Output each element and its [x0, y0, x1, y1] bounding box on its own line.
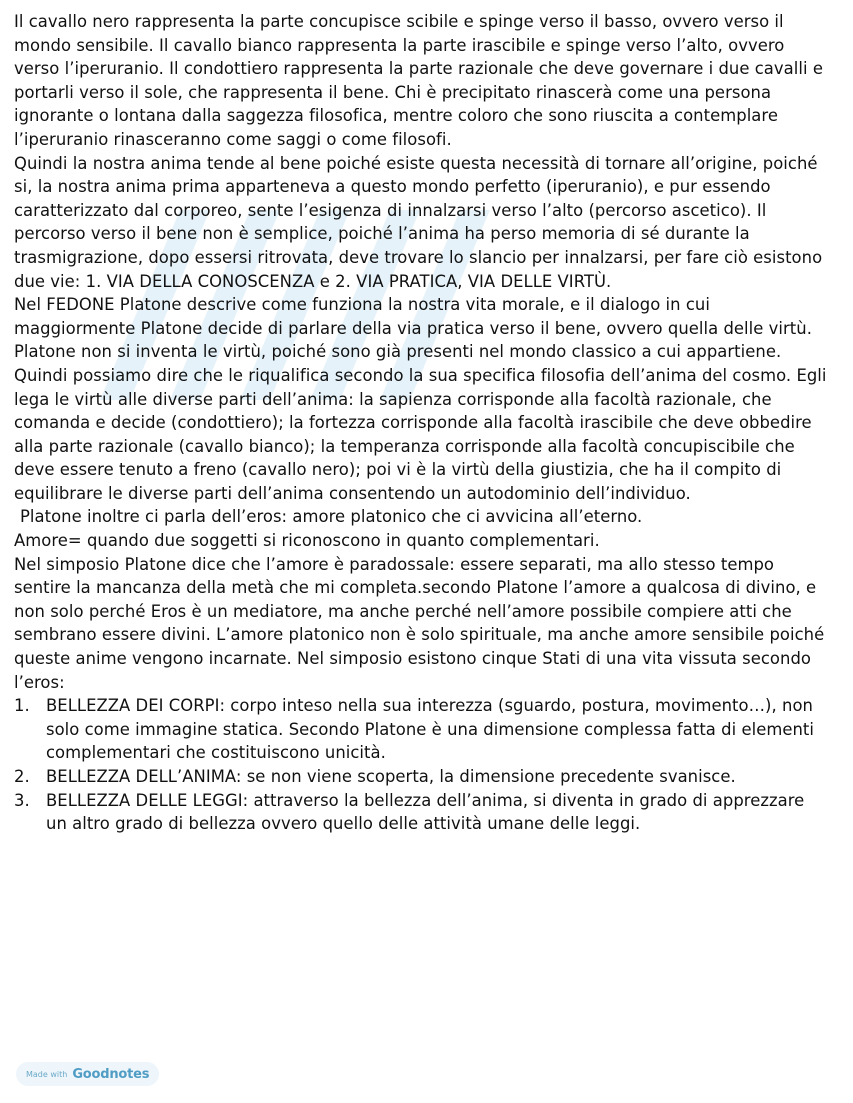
- paragraph-fedone: Nel FEDONE Platone descrive come funziona la nostra vita morale, e il dialogo in cui maggiormente Platone decide di parlare della via pratica verso il bene, ovvero quella delle virtù. Platone non si inventa le virtù, poiché sono già presenti nel mondo classico a cui appartiene. Quindi possiamo dire che le riqualifica secondo la sua specifica filosofia dell’anima del cosmo. Egli lega le virtù alle diverse parti dell’anima: la sapienza corrisponde alla facoltà razionale, che comanda e decide (condottiero); la fortezza corrisponde alla facoltà irascibile che deve obbedire alla parte razionale (cavallo bianco); la temperanza corrisponde alla facoltà concupiscibile che deve essere tenuto a freno (cavallo nero); poi vi è la virtù della giustizia, che ha il compito di equilibrare le diverse parti dell’anima consentendo un autodominio dell’individuo.: [14, 295, 827, 503]
- made-with-label: Made with: [26, 1069, 68, 1079]
- list-item: [14, 694, 829, 765]
- list-item-text: BELLEZZA DEI CORPI: corpo inteso nella sua interezza (sguardo, postura, movimento…), non solo come immagine statica. Secondo Platone è una dimensione complessa fatta di elementi complementari che costituiscono unicità.: [46, 696, 815, 763]
- goodnotes-logo-text: Goodnotes: [72, 1066, 150, 1082]
- bellezza-list: [14, 694, 829, 836]
- paragraph-simposio: Nel simposio Platone dice che l’amore è paradossale: essere separati, ma allo stesso tempo sentire la mancanza della metà che mi completa.secondo Platone l’amore a qualcosa di divino, e non solo perché Eros è un mediatore, ma anche perché nell’amore possibile compiere atti che sembrano essere divini. L’amore platonico non è solo spirituale, ma anche amore sensibile poiché queste anime vengono incarnate. Nel simposio esistono cinque Stati di una vita vissuta secondo l’eros:: [14, 554, 825, 692]
- list-item-number: 1.: [14, 696, 30, 716]
- paragraph-eros: Platone inoltre ci parla dell’eros: amore platonico che ci avvicina all’eterno.: [20, 507, 643, 527]
- list-item-text: BELLEZZA DELL’ANIMA: se non viene scoperta, la dimensione precedente svanisce.: [46, 767, 736, 786]
- list-item-number: 2.: [14, 767, 30, 786]
- list-item: [14, 789, 829, 836]
- list-item: [14, 765, 829, 789]
- document-body: [14, 10, 829, 836]
- paragraph-amore: Amore= quando due soggetti si riconoscono in quanto complementari.: [14, 531, 600, 551]
- goodnotes-badge: [16, 1062, 159, 1086]
- list-item-text: BELLEZZA DELLE LEGGI: attraverso la bellezza dell’anima, si diventa in grado di apprezzare un altro grado di bellezza ovvero quello delle attività umane delle leggi.: [46, 790, 805, 834]
- list-item-number: 3.: [14, 790, 30, 810]
- paragraph-cavalli: Il cavallo nero rappresenta la parte concupisce scibile e spinge verso il basso, ovvero verso il mondo sensibile. Il cavallo bianco rappresenta la parte irascibile e spinge verso l’alto, ovvero verso l’iperuranio. Il condottiero rappresenta la parte razionale che deve governare i due cavalli e portarli verso il sole, che rappresenta il bene. Chi è precipitato rinascerà come una persona ignorante o lontana dalla saggezza filosofica, mentre coloro che sono riuscita a contemplare l’iperuranio rinasceranno come saggi o come filosofi.: [14, 12, 823, 149]
- paragraph-anima-bene: Quindi la nostra anima tende al bene poiché esiste questa necessità di tornare all’origine, poiché si, la nostra anima prima apparteneva a questo mondo perfetto (iperuranio), e pur essendo caratterizzato dal corporeo, sente l’esigenza di innalzarsi verso l’alto (percorso ascetico). Il percorso verso il bene non è semplice, poiché l’anima ha perso memoria di sé durante la trasmigrazione, dopo essersi ritrovata, deve trovare lo slancio per innalzarsi, per fare ciò esistono due vie: 1. VIA DELLA CONOSCENZA e 2. VIA PRATICA, VIA DELLE VIRTÙ.: [14, 153, 823, 291]
